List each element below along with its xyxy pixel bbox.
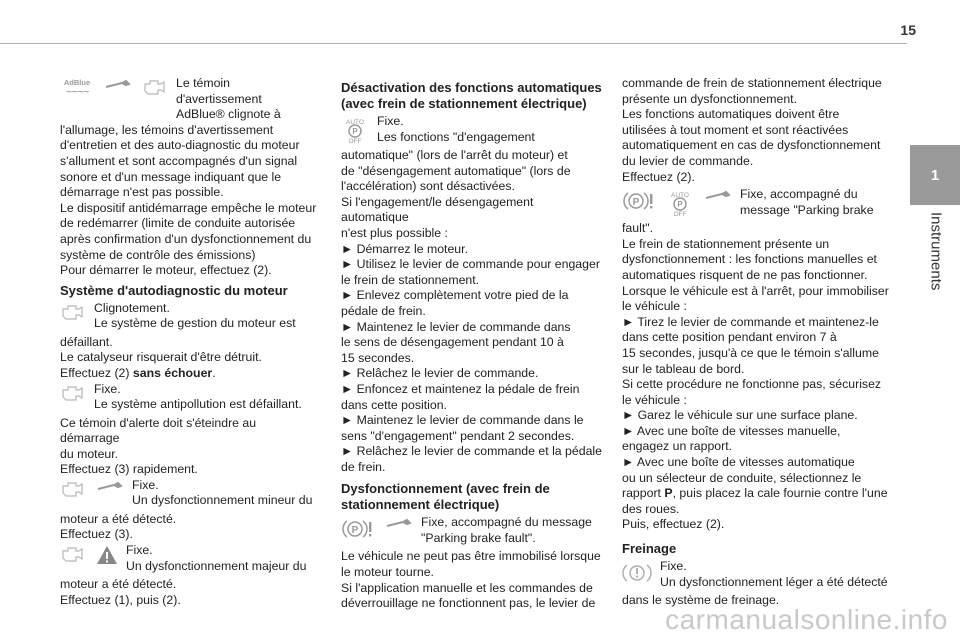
section-heading-malfunction: Dysfonctionnement (avec frein de stationnement électrique) [341,481,550,513]
text-line: Si l'engagement/le désengagement automatique [341,194,534,225]
text-line: Effectuez (2) sans échouer. [60,365,216,380]
text-line: moteur a été détecté. [60,511,177,526]
text-line: Effectuez (3). [60,527,133,542]
text-line: le sens de désengagement pendant 10 à [341,335,564,350]
engine-icon [60,480,86,498]
text-line: Le système de gestion du moteur est [94,316,296,331]
text-line: 15 secondes. [341,350,415,365]
text-line: Effectuez (2). [622,169,695,184]
text-line: ► Démarrez le moteur. [341,241,468,256]
svg-text:OFF: OFF [673,211,687,218]
svg-text:AUTO: AUTO [671,192,689,200]
text-line: Fixe. [377,114,404,128]
text-line: AdBlue® clignote à [176,107,281,122]
column-2 [341,76,603,612]
text-line: le véhicule : [622,299,687,314]
text-line: l'allumage, les témoins d'avertissement [60,122,274,137]
text-line: ► Avec une boîte de vitesses automatique [622,455,855,470]
text-line: Clignotement. [94,300,170,315]
text-line: automatique" (lors de l'arrêt du moteur) et [341,148,568,162]
text-line: Le témoin d'avertissement [176,76,262,106]
parking-brake-fault-icon [341,517,375,541]
text-line: ► Enfoncez et maintenez la pédale de frein [341,381,580,396]
text-line: commande de frein de stationnement électrique [622,76,882,90]
wrench-icon [104,78,132,92]
text-line: ► Garez le véhicule sur une surface plane. [622,408,858,423]
text-line: message "Parking brake [740,202,874,217]
text-line: "Parking brake fault". [421,531,536,546]
text-line: l'accélération) sont désactivées. [341,179,515,194]
warning-triangle-icon [96,545,118,565]
auto-off-icon [666,189,694,217]
text-line: Fixe. [94,381,121,396]
text-line: ► Enlevez complètement votre pied de la [341,288,569,303]
brake-warning-icon [622,561,652,585]
text-line: le véhicule : [622,392,687,407]
text-line: présente un dysfonctionnement. [622,91,798,106]
text-line: le moteur tourne. [341,565,434,580]
text-line: du moteur. [60,446,119,461]
watermark: carmanualsonline.info [665,604,948,635]
text-line: d'entretien et des auto-diagnostic du moteur [60,138,300,153]
text-line: Effectuez (1), puis (2). [60,592,181,607]
text-line: défaillant. [60,334,113,349]
text-line: sur le tableau de bord. [622,361,745,376]
wrench-icon [385,517,413,531]
text-line: dans le système de freinage. [622,593,780,608]
text-line: engagez un rapport. [622,439,733,454]
page-number: 15 [900,22,916,38]
text-line: Ce témoin d'alerte doit s'éteindre au démarrage [60,415,257,446]
text-line: démarrage n'est pas possible. [60,185,224,200]
text-line: le frein de stationnement. [341,272,480,287]
auto-off-icon [341,116,369,144]
adblue-block [60,76,318,123]
chapter-label: Instruments [927,212,945,291]
text-line: dysfonctionnement : les fonctions manuelles et [622,252,877,267]
text-line: ► Tirez le levier de commande et maintenez-le [622,314,879,329]
column-3 [622,76,890,609]
text-line: Le dispositif antidémarrage empêche le moteur [60,200,317,215]
engine-icon [142,78,168,96]
text-line: pédale de frein. [341,303,426,318]
svg-text:P: P [677,200,683,210]
adblue-icon-label: AdBlue [63,78,91,87]
text-line: sens "d'engagement" pendant 2 secondes. [341,428,575,443]
text-line: s'allument et sont accompagnés d'un signal [60,153,298,168]
text-line: dans cette position pendant environ 7 à [622,330,837,345]
text-line: Puis, effectuez (2). [622,517,725,532]
wrench-icon [96,480,124,494]
text-line: sonore et d'un message indiquant que le [60,169,282,184]
text-line: de redémarrer (limite de conduite autorisée [60,216,296,231]
text-line: Les fonctions "d'engagement [377,129,535,144]
chapter-tab[interactable]: 1 [910,145,960,205]
text-line: Le catalyseur risquerait d'être détruit. [60,350,262,365]
text-line: Pour démarrer le moteur, effectuez (2). [60,263,272,278]
text-line: Si l'application manuelle et les commandes de [341,580,593,595]
text-line: ► Avec une boîte de vitesses manuelle, [622,423,841,438]
top-divider [0,43,907,44]
text-line: des roues. [622,501,680,516]
text-line: Si cette procédure ne fonctionne pas, sécurisez [622,377,882,392]
text-line: utilisées à tout moment et sont réactivées [622,122,849,137]
text-line: Un dysfonctionnement mineur du [132,493,313,508]
text-line: Fixe, accompagné du message [421,515,592,530]
text-line: du levier de commande. [622,153,754,168]
svg-text:P: P [632,197,640,209]
engine-icon [60,384,86,402]
text-line: Fixe. [126,543,153,558]
text-line: Les fonctions automatiques doivent être [622,107,840,122]
svg-text:P: P [352,127,358,136]
text-line: Le frein de stationnement présente un [622,236,830,251]
text-line: Effectuez (3) rapidement. [60,462,198,477]
text-line: après confirmation d'un dysfonctionnement du [60,231,312,246]
text-line: ► Relâchez le levier de commande et la pédale [341,444,602,459]
engine-icon [60,545,86,563]
svg-text:P: P [351,525,359,537]
text-line: Un dysfonctionnement léger a été détecté [660,574,888,589]
svg-text:OFF: OFF [348,138,362,144]
section-heading-autodiagnostic: Système d'autodiagnostic du moteur [60,282,288,298]
text-line: n'est plus possible : [341,225,448,240]
text-line: automatiques risquent de ne pas fonctionner. [622,267,868,282]
text-line: déverrouillage ne fonctionnent pas, le levier de [341,596,596,611]
parking-brake-fault-icon [622,189,656,213]
text-line: Le système antipollution est défaillant. [94,397,302,412]
text-line: système de contrôle des émissions) [60,247,256,262]
adblue-warning-icon: AdBlue ∼∼∼∼ [60,78,94,96]
text-line: de "désengagement automatique" (lors de [341,163,571,178]
text-line: rapport P, puis placez la cale fournie contre l'une [622,486,888,501]
text-line: Fixe. [660,559,687,574]
text-line: Un dysfonctionnement majeur du [126,558,307,573]
engine-icon [60,303,86,321]
wrench-icon [704,189,732,203]
svg-text:AUTO: AUTO [346,119,364,126]
text-line: Fixe. [132,477,159,492]
text-line: 15 secondes, jusqu'à ce que le témoin s'allume [622,345,879,360]
text-line: Le véhicule ne peut pas être immobilisé lorsque [341,549,601,564]
text-line: de frein. [341,459,386,474]
section-heading-freinage: Freinage [622,541,677,557]
text-line: moteur a été détecté. [60,577,177,592]
text-line: dans cette position. [341,397,447,412]
text-line: fault". [622,221,654,236]
text-line: Fixe, accompagné du [740,187,858,202]
section-heading-auto-deactivation: Désactivation des fonctions automatiques (avec frein de stationnement électrique) [341,80,602,111]
text-line: ► Maintenez le levier de commande dans [341,319,571,334]
text-line: automatiquement en cas de dysfonctionnement [622,138,881,153]
text-line: Lorsque le véhicule est à l'arrêt, pour immobiliser [622,283,889,298]
text-line: ► Maintenez le levier de commande dans le [341,413,584,428]
column-1 [60,76,318,608]
text-line: ► Utilisez le levier de commande pour engager [341,257,600,272]
text-line: ► Relâchez le levier de commande. [341,366,539,381]
text-line: ou un sélecteur de conduite, sélectionnez le [622,470,862,485]
